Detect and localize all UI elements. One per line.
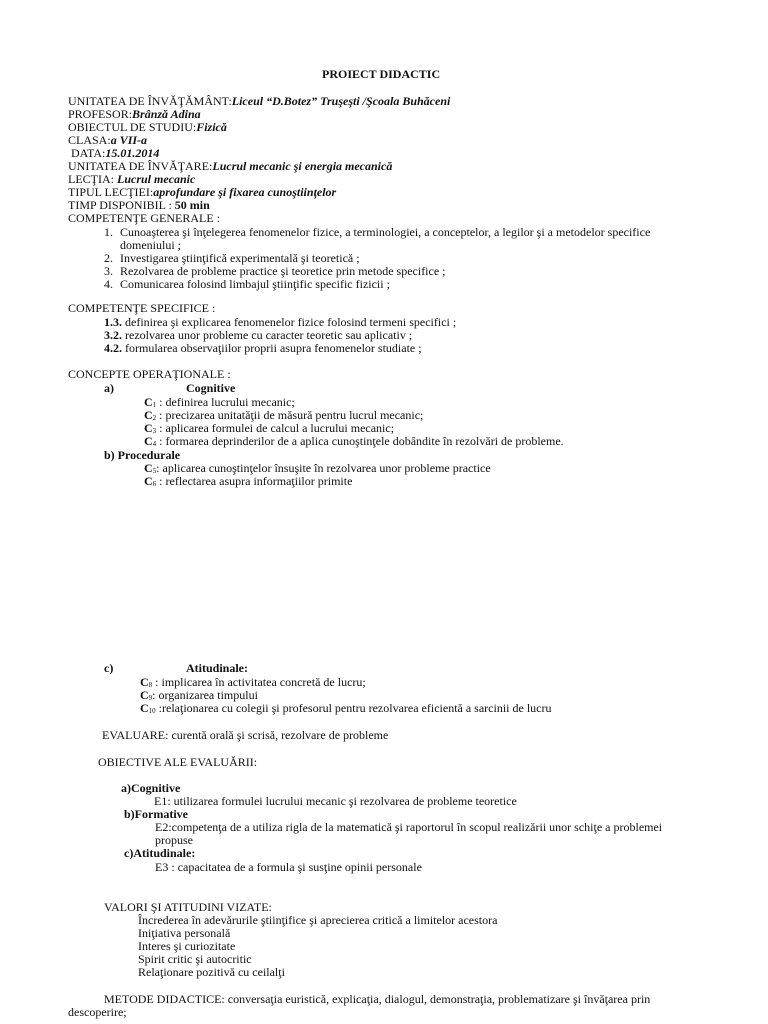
concept-c3-text: : aplicarea formulei de calcul a lucrului mecanic; bbox=[156, 421, 395, 435]
concepts-a-title: Cognitive bbox=[186, 381, 236, 395]
concept-c1-label: C bbox=[144, 395, 153, 409]
general-item-1-num: 1. bbox=[104, 225, 113, 239]
general-item-1-text: Cunoaşterea şi înţelegerea fenomenelor fizice, a terminologiei, a conceptelor, a legilor şi a metodelor specifice bbox=[120, 225, 651, 239]
concept-c6 bbox=[144, 475, 352, 488]
concept-c1-text: : definirea lucrului mecanic; bbox=[156, 395, 295, 409]
concept-c8-text: : implicarea în activitatea concretă de lucru; bbox=[152, 675, 366, 689]
methods-text: conversaţia euristică, explicaţia, dialogul, demonstraţia, problematizare şi învăţarea prin bbox=[227, 992, 651, 1006]
concepts-c-title: Atitudinale: bbox=[186, 661, 249, 675]
document-title: PROIECT DIDACTIC bbox=[322, 67, 441, 81]
lesson-type-label: TIPUL LECŢIEI: bbox=[68, 185, 154, 199]
subject-value: Fizică bbox=[196, 120, 227, 134]
evaluation-line: EVALUARE: curentă orală şi scrisă, rezolvare de probleme bbox=[102, 728, 389, 742]
lesson-label: LECŢIA: bbox=[68, 172, 114, 186]
methods-label: METODE DIDACTICE: bbox=[104, 992, 225, 1006]
methods-line bbox=[104, 993, 650, 1006]
concept-c2-text: : precizarea unitatăţii de măsură pentru lucrul mecanic; bbox=[156, 408, 424, 422]
value-item-5: Relaţionare pozitivă cu ceilalţi bbox=[138, 965, 285, 979]
concept-c6-text: : reflectarea asupra informaţiilor primite bbox=[156, 474, 353, 488]
objectives-b-title: b)Formative bbox=[124, 807, 188, 821]
general-item-1-text-cont: domeniului ; bbox=[120, 238, 181, 252]
concept-c3-label: C bbox=[144, 421, 153, 435]
methods-text-cont: descoperire; bbox=[68, 1005, 127, 1019]
teacher-label: PROFESOR: bbox=[68, 107, 133, 121]
specific-competences-heading: COMPETENŢE SPECIFICE : bbox=[68, 301, 216, 315]
general-competences-heading: COMPETENŢE GENERALE : bbox=[68, 211, 220, 225]
concept-c8-sub: 8 bbox=[148, 681, 153, 689]
school-value: Liceul “D.Botez” Truşeşti /Şcoala Buhăceni bbox=[231, 94, 451, 108]
date-label: DATA: bbox=[71, 146, 106, 160]
concept-c9-sub: 9 bbox=[148, 694, 153, 702]
unit-label: UNITATEA DE ÎNVĂŢARE: bbox=[68, 159, 213, 173]
concept-c5-label: C bbox=[144, 461, 153, 475]
concept-c4-label: C bbox=[144, 434, 153, 448]
objectives-a-title: a)Cognitive bbox=[121, 781, 181, 795]
concept-c5-text: : aplicarea cunoştinţelor însuşite în rezolvarea unor probleme practice bbox=[156, 461, 491, 475]
general-item-2-num: 2. bbox=[104, 251, 113, 265]
value-item-3: Interes şi curiozitate bbox=[138, 939, 236, 953]
specific-item-2-num: 3.2. bbox=[104, 328, 122, 342]
concepts-c-marker: c) bbox=[104, 661, 114, 675]
general-item-3-text: Rezolvarea de probleme practice şi teoretice prin metode specifice ; bbox=[120, 264, 446, 278]
time-label: TIMP DISPONIBIL : bbox=[68, 198, 172, 212]
concept-c5-sub: 5 bbox=[152, 467, 157, 475]
concepts-b-title: Procedurale bbox=[117, 448, 181, 462]
objectives-c-text: E3 : capacitatea de a formula şi susţine opinii personale bbox=[155, 860, 422, 874]
teacher-value: Brânză Adina bbox=[132, 107, 201, 121]
class-label: CLASA: bbox=[68, 133, 111, 147]
objectives-heading: OBIECTIVE ALE EVALUĂRII: bbox=[98, 755, 258, 769]
concept-c10 bbox=[140, 702, 551, 715]
concepts-b-marker: b) bbox=[104, 448, 115, 462]
lesson-type-value: aprofundare şi fixarea cunoştiinţelor bbox=[153, 185, 337, 199]
general-item-3-num: 3. bbox=[104, 264, 113, 278]
date-value: 15.01.2014 bbox=[105, 146, 160, 160]
general-item-2-text: Investigarea ştiinţifică experimentală şi teoretică ; bbox=[120, 251, 360, 265]
specific-item-3-num: 4.2. bbox=[104, 341, 122, 355]
concept-c4-sub: 4 bbox=[152, 440, 157, 448]
time-value: 50 min bbox=[174, 198, 210, 212]
objectives-b-text-cont: propuse bbox=[155, 833, 193, 847]
value-item-1: Încrederea în adevărurile ştiinţifice şi aprecierea critică a limitelor acestora bbox=[138, 913, 498, 927]
unit-value: Lucrul mecanic şi energia mecanică bbox=[212, 159, 393, 173]
objectives-b-text: E2:competenţa de a utiliza rigla de la matematică şi raportorul în scopul realizării unor schiţe a problemei bbox=[155, 820, 663, 834]
concept-c10-label: C bbox=[140, 701, 149, 715]
concept-c2-sub: 2 bbox=[152, 414, 157, 422]
school-label: UNITATEA DE ÎNVĂŢĂMÂNT: bbox=[68, 94, 232, 108]
concept-c1-sub: 1 bbox=[152, 401, 157, 409]
concept-c9-label: C bbox=[140, 688, 149, 702]
specific-item-2-text: rezolvarea unor probleme cu caracter teoretic sau aplicativ ; bbox=[122, 328, 413, 342]
subject-label: OBIECTUL DE STUDIU: bbox=[68, 120, 197, 134]
general-item-4-text: Comunicarea folosind limbajul ştiinţific specific fizicii ; bbox=[120, 277, 390, 291]
concept-c9-text: : organizarea timpului bbox=[152, 688, 258, 702]
concepts-heading: CONCEPTE OPERAŢIONALE : bbox=[68, 367, 231, 381]
concept-c3-sub: 3 bbox=[152, 427, 157, 435]
objectives-a-text: E1: utilizarea formulei lucrului mecanic şi rezolvarea de probleme teoretice bbox=[154, 794, 517, 808]
concept-c2-label: C bbox=[144, 408, 153, 422]
concept-c10-text: :relaţionarea cu colegii şi profesorul pentru rezolvarea eficientă a sarcinii de lucru bbox=[155, 701, 552, 715]
concept-c4-text: : formarea deprinderilor de a aplica cunoştinţele dobândite în rezolvări de probleme. bbox=[156, 434, 564, 448]
value-item-2: Iniţiativa personală bbox=[138, 926, 231, 940]
concept-c8-label: C bbox=[140, 675, 149, 689]
general-item-4-num: 4. bbox=[104, 277, 113, 291]
concepts-a-marker: a) bbox=[104, 381, 114, 395]
lesson-value: Lucrul mecanic bbox=[117, 172, 196, 186]
specific-item-1-text: definirea şi explicarea fenomenelor fizice folosind termeni specifici ; bbox=[122, 315, 457, 329]
class-value: a VII-a bbox=[110, 133, 148, 147]
concept-c6-label: C bbox=[144, 474, 153, 488]
concept-c6-sub: 6 bbox=[152, 480, 157, 488]
concept-c10-sub: 10 bbox=[148, 707, 156, 715]
values-heading: VALORI ŞI ATITUDINI VIZATE: bbox=[104, 900, 272, 914]
specific-item-3-text: formularea observaţiilor proprii asupra fenomenelor studiate ; bbox=[122, 341, 422, 355]
objectives-c-title: c)Atitudinale: bbox=[124, 846, 196, 860]
value-item-4: Spirit critic şi autocritic bbox=[138, 952, 252, 966]
concept-c4 bbox=[144, 435, 564, 448]
specific-item-3 bbox=[104, 342, 422, 355]
specific-item-1-num: 1.3. bbox=[104, 315, 122, 329]
